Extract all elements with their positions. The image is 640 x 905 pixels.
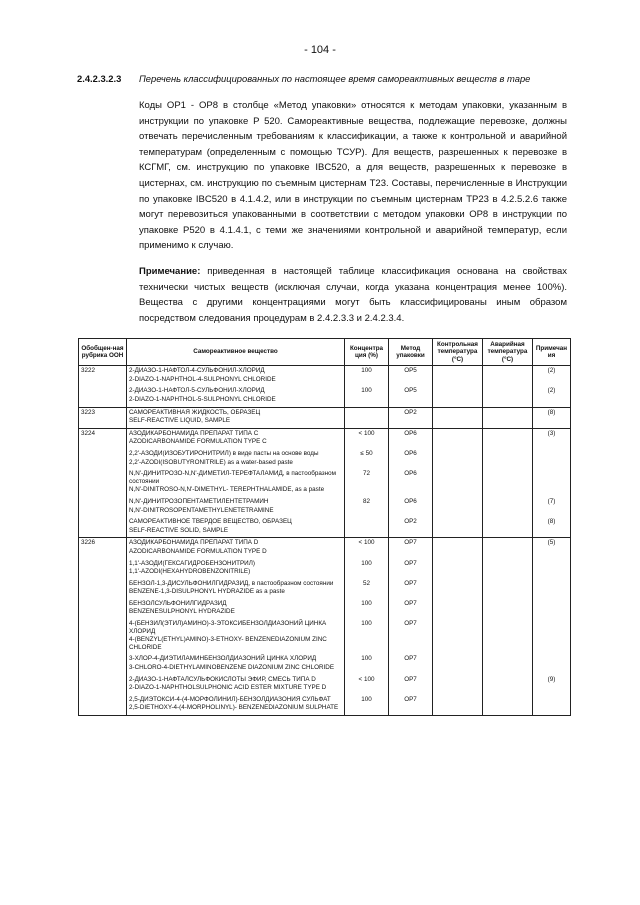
emergency-temperature-cell — [483, 675, 533, 695]
un-entry-cell — [79, 579, 127, 599]
un-entry-cell — [79, 559, 127, 579]
emergency-temperature-cell — [483, 449, 533, 469]
remarks-cell: (2) — [533, 366, 571, 387]
concentration-cell: 100 — [345, 619, 389, 654]
remarks-cell — [533, 449, 571, 469]
remarks-cell — [533, 695, 571, 716]
emergency-temperature-cell — [483, 619, 533, 654]
packing-method-cell: OP5 — [389, 386, 433, 407]
packing-method-cell: OP7 — [389, 675, 433, 695]
substance-cell — [127, 619, 345, 654]
packing-method-cell: OP6 — [389, 428, 433, 449]
emergency-temperature-cell — [483, 654, 533, 674]
concentration-cell — [345, 407, 389, 428]
control-temperature-cell — [433, 675, 483, 695]
table-row — [79, 407, 571, 428]
control-temperature-cell — [433, 619, 483, 654]
un-entry-cell — [79, 449, 127, 469]
control-temperature-cell — [433, 695, 483, 716]
substance-name-ru: БЕНЗОЛСУЛЬФОНИЛГИДРАЗИД — [129, 599, 227, 607]
un-entry-cell: 3222 — [79, 366, 127, 387]
control-temperature-cell — [433, 559, 483, 579]
emergency-temperature-cell — [483, 538, 533, 559]
substance-name-ru: 2,5-ДИЭТОКСИ-4-(4-МОРФОЛИНИЛ)-БЕНЗОЛДИАЗОНИЯ СУЛЬФАТ — [129, 695, 331, 703]
concentration-cell: 100 — [345, 559, 389, 579]
packing-method-cell: OP6 — [389, 449, 433, 469]
note-paragraph — [139, 264, 567, 326]
remarks-cell: (7) — [533, 497, 571, 517]
substance-cell — [127, 407, 345, 428]
control-temperature-cell — [433, 497, 483, 517]
control-temperature-cell — [433, 366, 483, 387]
un-entry-cell: 3226 — [79, 538, 127, 559]
substance-cell — [127, 559, 345, 579]
substance-name-en: SELF-REACTIVE LIQUID, SAMPLE — [129, 417, 231, 425]
table-row — [79, 428, 571, 449]
remarks-cell: (8) — [533, 517, 571, 538]
substance-name-en: N,N'-DINITROSOPENTAMETHYLENETETRAMINE — [129, 506, 274, 514]
header-control-temperature: Контрольная температура (°C) — [433, 339, 483, 366]
control-temperature-cell — [433, 579, 483, 599]
control-temperature-cell — [433, 469, 483, 497]
substance-name-en: 2-DIAZO-1-NAPHTHOL-5-SULPHONYL CHLORIDE — [129, 396, 276, 403]
remarks-cell — [533, 599, 571, 619]
table-row — [79, 517, 571, 538]
emergency-temperature-cell — [483, 407, 533, 428]
header-packing-method: Метод упаковки — [389, 339, 433, 366]
substance-name-ru: АЗОДИКАРБОНАМИДА ПРЕПАРАТ ТИПА С — [129, 429, 259, 437]
emergency-temperature-cell — [483, 599, 533, 619]
packing-method-cell: OP7 — [389, 579, 433, 599]
header-un-entry: Обобщен-ная рубрика ООН — [79, 339, 127, 366]
table-row — [79, 579, 571, 599]
substance-name-ru: 2,2'-АЗОДИ(ИЗОБУТИРОНИТРИЛ) в виде пасты на основе воды — [129, 449, 319, 457]
un-entry-cell — [79, 517, 127, 538]
packing-method-cell: OP7 — [389, 599, 433, 619]
packing-method-cell: OP7 — [389, 695, 433, 716]
control-temperature-cell — [433, 449, 483, 469]
table-row — [79, 559, 571, 579]
substance-name-en: 4-(BENZYL(ETHYL)AMINO)-3-ETHOXY- BENZENEDIAZONIUM ZINC CHLORIDE — [129, 636, 327, 651]
page-number: - 104 - — [304, 44, 336, 56]
concentration-cell: 100 — [345, 366, 389, 387]
substance-name-ru: 1,1'-АЗОДИ(ГЕКСАГИДРОБЕНЗОНИТРИЛ) — [129, 559, 255, 567]
remarks-cell — [533, 619, 571, 654]
un-entry-cell: 3223 — [79, 407, 127, 428]
substance-cell — [127, 579, 345, 599]
table-row — [79, 469, 571, 497]
substance-name-ru: БЕНЗОЛ-1,3-ДИСУЛЬФОНИЛГИДРАЗИД, в пастообразном состоянии — [129, 579, 334, 587]
note-label: Примечание: — [139, 266, 201, 277]
header-concentration: Концентра ция (%) — [345, 339, 389, 366]
emergency-temperature-cell — [483, 579, 533, 599]
substance-name-ru: 2-ДИАЗО-1-НАФТОЛ-4-СУЛЬФОНИЛ-ХЛОРИД — [129, 367, 265, 375]
concentration-cell: < 100 — [345, 538, 389, 559]
concentration-cell — [345, 517, 389, 538]
remarks-cell — [533, 559, 571, 579]
substance-cell — [127, 599, 345, 619]
concentration-cell: 52 — [345, 579, 389, 599]
substance-name-en: 2,2'-AZODI(ISOBUTYRONITRILE) as a water-based paste — [129, 458, 293, 466]
table-row — [79, 599, 571, 619]
substance-name-en: AZODICARBONAMIDE FORMULATION TYPE D — [129, 547, 267, 555]
packing-method-cell: OP7 — [389, 654, 433, 674]
control-temperature-cell — [433, 538, 483, 559]
substance-name-ru: 3-ХЛОР-4-ДИЭТИЛАМИНБЕНЗОЛДИАЗОНИЙ ЦИНКА ХЛОРИД — [129, 655, 317, 663]
header-remarks: Примечан ия — [533, 339, 571, 366]
substance-cell — [127, 428, 345, 449]
substance-name-en: 2-DIAZO-1-NAPHTHOLSULPHONIC ACID ESTER MIXTURE TYPE D — [129, 684, 327, 692]
control-temperature-cell — [433, 407, 483, 428]
concentration-cell: 82 — [345, 497, 389, 517]
substance-name-ru: САМОРЕАКТИВНАЯ ЖИДКОСТЬ, ОБРАЗЕЦ — [129, 408, 261, 416]
un-entry-cell — [79, 497, 127, 517]
table-row — [79, 619, 571, 654]
substance-cell — [127, 675, 345, 695]
control-temperature-cell — [433, 428, 483, 449]
concentration-cell: < 100 — [345, 428, 389, 449]
concentration-cell: 100 — [345, 695, 389, 716]
remarks-cell: (9) — [533, 675, 571, 695]
table-row — [79, 538, 571, 559]
substance-cell — [127, 695, 345, 716]
substance-name-ru: САМОРЕАКТИВНОЕ ТВЕРДОЕ ВЕЩЕСТВО, ОБРАЗЕЦ — [129, 518, 292, 526]
intro-paragraph: Коды OP1 - OP8 в столбце «Метод упаковки» относятся к методам упаковки, указанным в инструкции по упаковке P 520. Самореактивные вещества, подлежащие перевозке, должны отвечать перечисленным требованиям к классификации, а также к контрольной и аварийной температурам (определенным с помощью ТСУР). Для веществ, разрешенных к перевозке в КСГМГ, см. инструкцию по упаковке IBC520, а для веществ, разрешенных к перевозке в цистернах, см. инструкцию по съемным цистернам T23. Составы, перечисленные в Инструкции по упаковке IBC520 в 4.1.4.2, или в инструкции по съемным цистернам TP23 в 4.2.5.2.6 также могут перевозиться упакованными в соответствии с методом упаковки OP8 в инструкции по упаковке P520 в 4.1.4.1, с теми же значениями контрольной и аварийной температур, если применимо к случаю. — [139, 100, 567, 252]
table-body — [79, 366, 571, 716]
table-row — [79, 366, 571, 387]
packing-method-cell: OP7 — [389, 559, 433, 579]
substance-name-en: AZODICARBONAMIDE FORMULATION TYPE C — [129, 438, 267, 446]
substance-name-en: 2,5-DIETHOXY-4-(4-MORPHOLINYL)- BENZENEDIAZONIUM SULPHATE — [129, 704, 339, 712]
un-entry-cell: 3224 — [79, 428, 127, 449]
packing-method-cell: OP2 — [389, 517, 433, 538]
table-header-row — [79, 339, 571, 366]
emergency-temperature-cell — [483, 497, 533, 517]
emergency-temperature-cell — [483, 386, 533, 407]
substance-cell — [127, 449, 345, 469]
concentration-cell: ≤ 50 — [345, 449, 389, 469]
substance-name-en: SELF-REACTIVE SOLID, SAMPLE — [129, 526, 229, 534]
emergency-temperature-cell — [483, 428, 533, 449]
substance-name-en: 2-DIAZO-1-NAPHTHOL-4-SULPHONYL CHLORIDE — [129, 375, 276, 383]
substance-name-ru: N,N'-ДИНИТРОЗОПЕНТАМЕТИЛЕНТЕТРАМИН — [129, 497, 269, 505]
control-temperature-cell — [433, 517, 483, 538]
packing-method-cell: OP6 — [389, 469, 433, 497]
substance-name-en: 1,1'-AZODI(HEXAHYDROBENZONITRILE) — [129, 568, 251, 576]
header-substance: Самореактивное вещество — [127, 339, 345, 366]
emergency-temperature-cell — [483, 517, 533, 538]
substance-cell — [127, 538, 345, 559]
control-temperature-cell — [433, 386, 483, 407]
packing-method-cell: OP5 — [389, 366, 433, 387]
packing-method-cell: OP2 — [389, 407, 433, 428]
emergency-temperature-cell — [483, 695, 533, 716]
packing-method-cell: OP7 — [389, 538, 433, 559]
table-row — [79, 695, 571, 716]
table-row — [79, 675, 571, 695]
un-entry-cell — [79, 695, 127, 716]
section-number: 2.4.2.3.2.3 — [77, 73, 122, 84]
control-temperature-cell — [433, 599, 483, 619]
substance-name-ru: 2-ДИАЗО-1-НАФТОЛ-5-СУЛЬФОНИЛ-ХЛОРИД — [129, 387, 265, 395]
packing-method-cell: OP7 — [389, 619, 433, 654]
control-temperature-cell — [433, 654, 483, 674]
substance-cell — [127, 517, 345, 538]
substance-name-ru: 4-(БЕНЗИЛ(ЭТИЛ)АМИНО)-3-ЭТОКСИБЕНЗОЛДИАЗОНИЙ ЦИНКА ХЛОРИД — [129, 620, 327, 635]
substance-name-en: N,N'-DINITROSO-N,N'-DIMETHYL- TEREPHTHALAMIDE, as a paste — [129, 486, 325, 494]
substance-cell — [127, 366, 345, 387]
concentration-cell: 72 — [345, 469, 389, 497]
remarks-cell: (3) — [533, 428, 571, 449]
remarks-cell: (8) — [533, 407, 571, 428]
emergency-temperature-cell — [483, 469, 533, 497]
table-row — [79, 386, 571, 407]
substance-name-ru: N,N'-ДИНИТРОЗО-N,N'-ДИМЕТИЛ-ТЕРЕФТАЛАМИД, в пастообразном состоянии — [129, 470, 336, 485]
substance-cell — [127, 469, 345, 497]
substance-cell — [127, 654, 345, 674]
substance-name-ru: АЗОДИКАРБОНАМИДА ПРЕПАРАТ ТИПА D — [129, 539, 259, 547]
table-row — [79, 654, 571, 674]
substance-name-en: BENZENE-1,3-DISULPHONYL HYDRAZIDE as a paste — [129, 588, 285, 596]
concentration-cell: < 100 — [345, 675, 389, 695]
un-entry-cell — [79, 675, 127, 695]
substance-cell — [127, 386, 345, 407]
emergency-temperature-cell — [483, 366, 533, 387]
concentration-cell: 100 — [345, 654, 389, 674]
remarks-cell: (2) — [533, 386, 571, 407]
self-reactive-substances-table — [78, 338, 571, 716]
un-entry-cell — [79, 386, 127, 407]
un-entry-cell — [79, 469, 127, 497]
un-entry-cell — [79, 599, 127, 619]
substance-cell — [127, 497, 345, 517]
remarks-cell — [533, 654, 571, 674]
table-row — [79, 497, 571, 517]
emergency-temperature-cell — [483, 559, 533, 579]
un-entry-cell — [79, 654, 127, 674]
header-emergency-temperature: Аварийная температура (°C) — [483, 339, 533, 366]
section-heading — [77, 73, 577, 84]
concentration-cell: 100 — [345, 386, 389, 407]
substance-name-en: BENZENESULPHONYL HYDRAZIDE — [129, 608, 235, 616]
table-row — [79, 449, 571, 469]
remarks-cell: (5) — [533, 538, 571, 559]
packing-method-cell: OP6 — [389, 497, 433, 517]
substance-name-ru: 2-ДИАЗО-1-НАФТАЛСУЛЬФОКИСЛОТЫ ЭФИР, СМЕСЬ ТИПА D — [129, 675, 316, 683]
remarks-cell — [533, 469, 571, 497]
concentration-cell: 100 — [345, 599, 389, 619]
remarks-cell — [533, 579, 571, 599]
substance-name-en: 3-CHLORO-4-DIETHYLAMINOBENZENE DIAZONIUM ZINC CHLORIDE — [129, 664, 335, 672]
un-entry-cell — [79, 619, 127, 654]
section-title: Перечень классифицированных по настоящее время самореактивных веществ в таре — [139, 73, 531, 84]
note-text: приведенная в настоящей таблице классификация основана на свойствах технически чистых веществ (исключая случаи, когда указана концентрация менее 100%). Вещества с другими концентрациями могут быть классифицированы иным образом посредством следования процедурам в 2.4.2.3.3 и 2.4.2.3.4. — [139, 266, 567, 324]
